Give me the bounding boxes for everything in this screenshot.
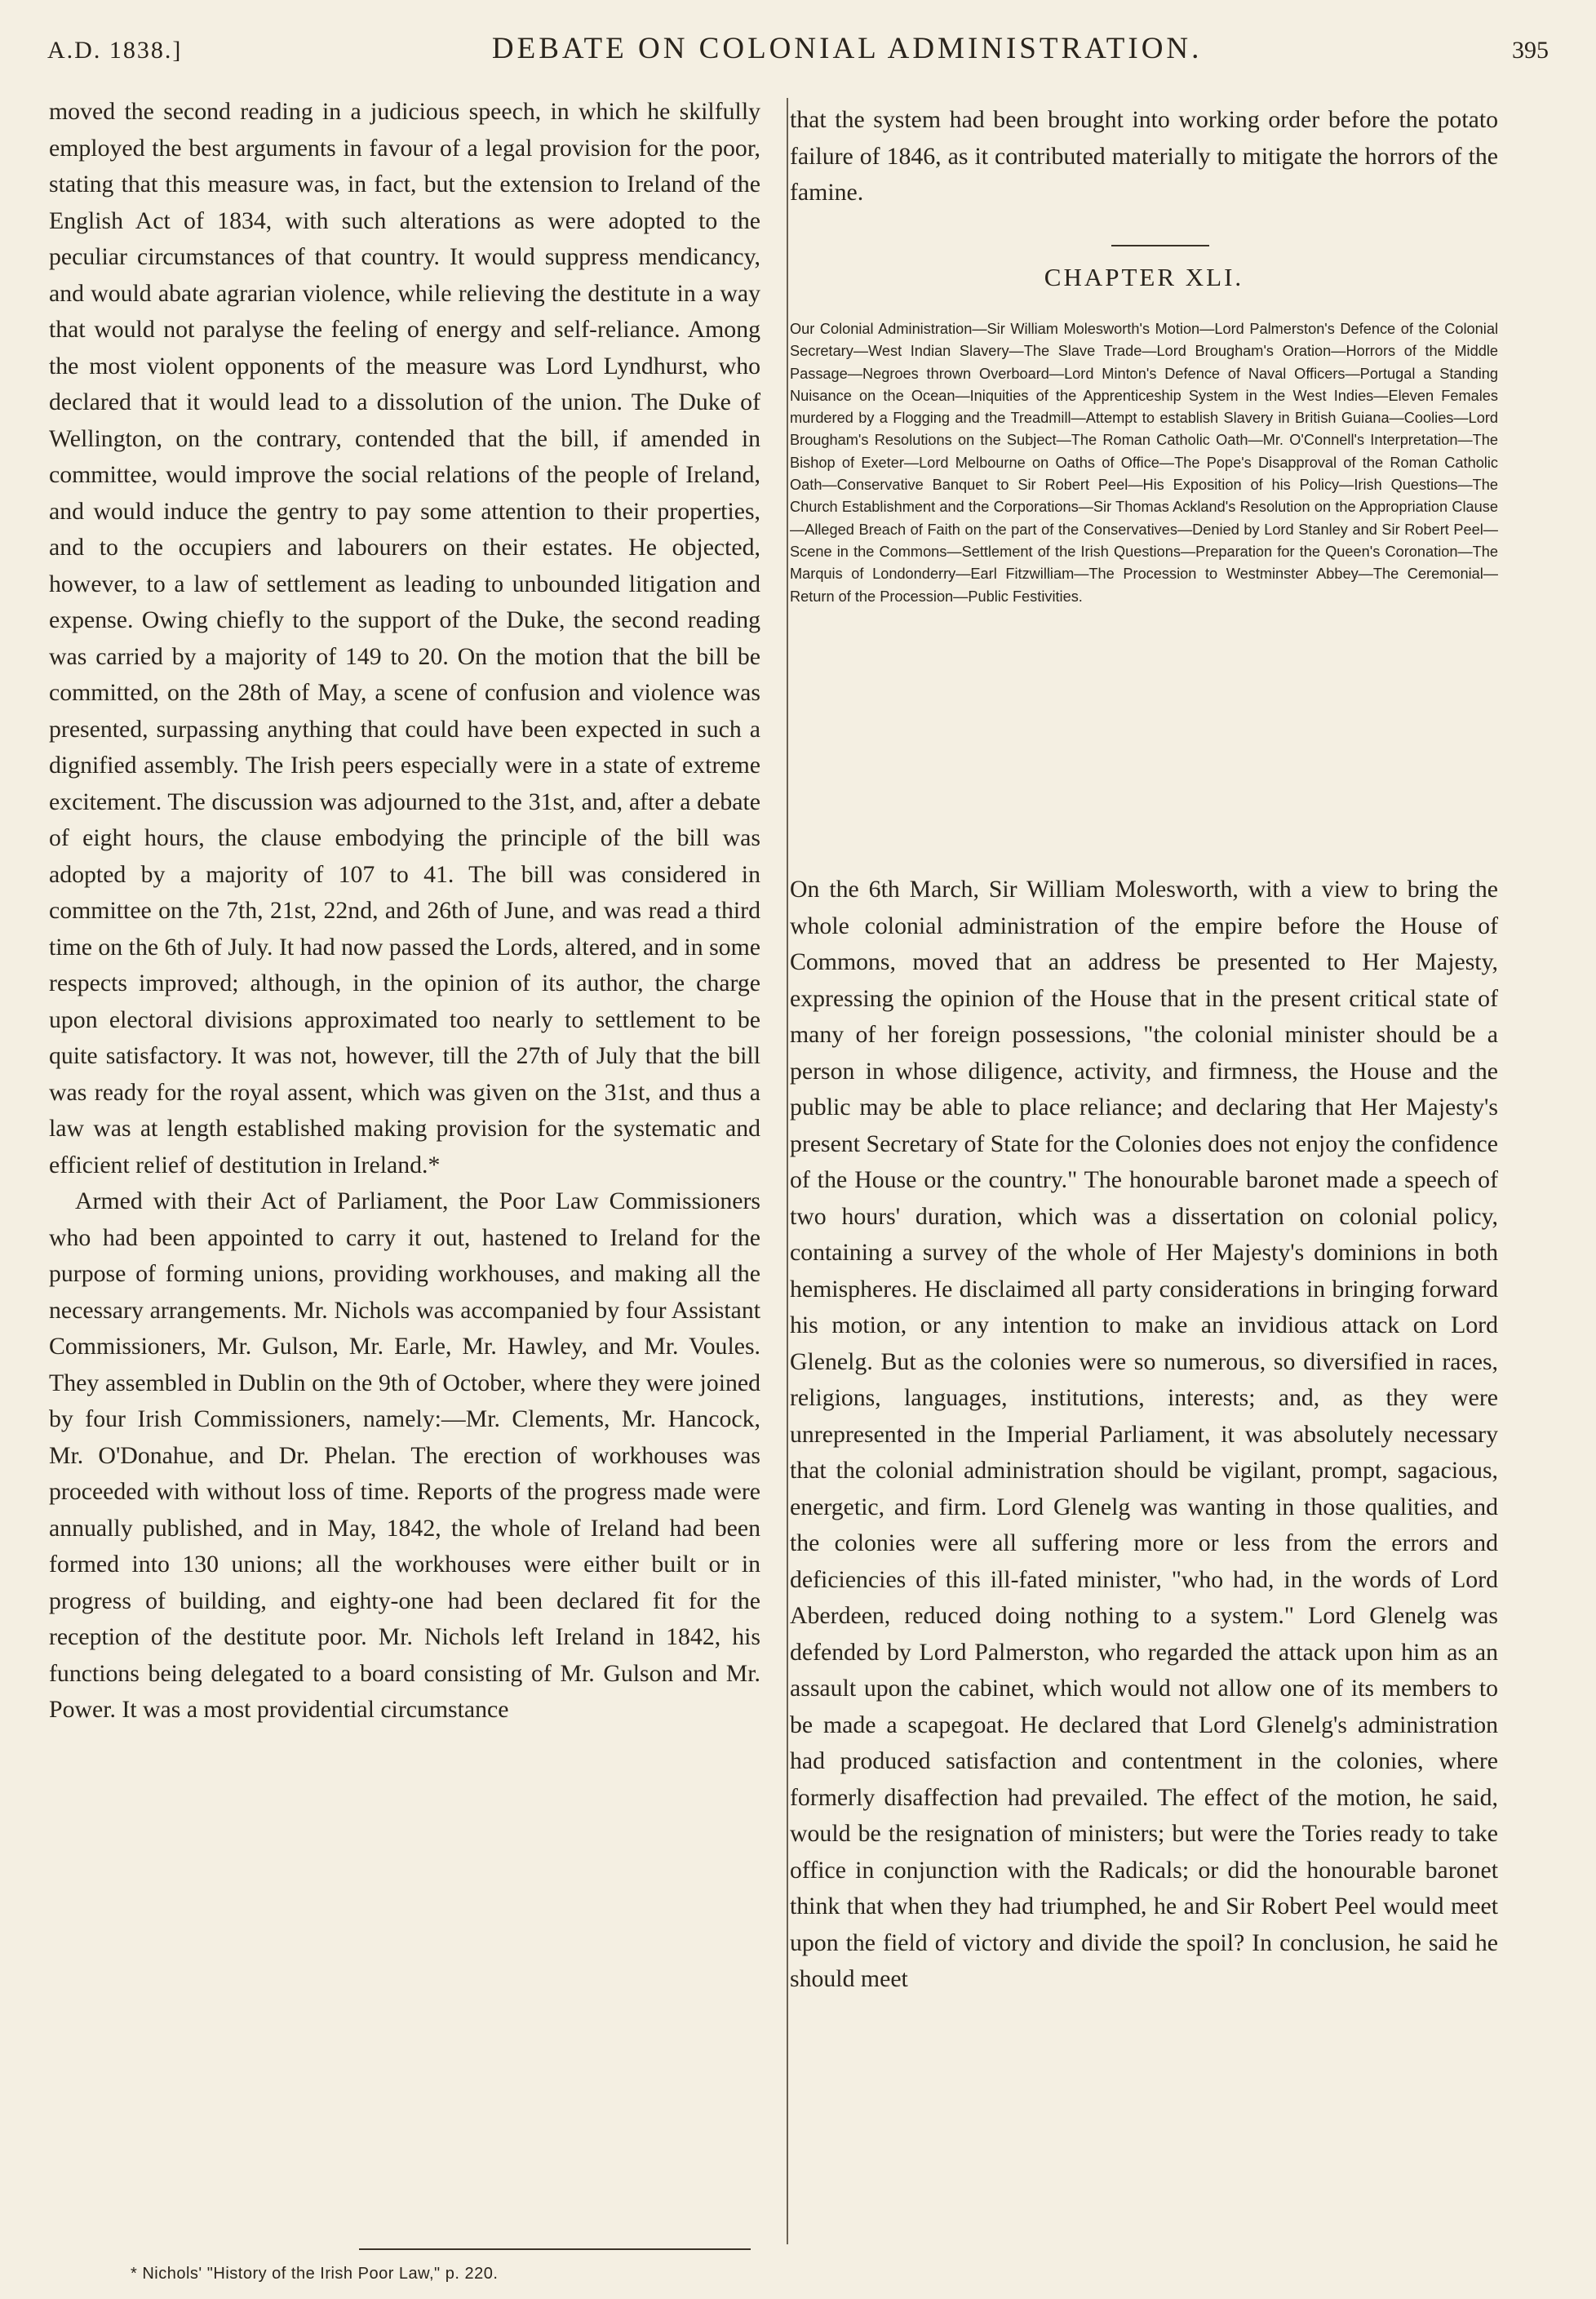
footnote: * Nichols' "History of the Irish Poor Law," p. 220. <box>131 2265 499 2283</box>
header-title: DEBATE ON COLONIAL ADMINISTRATION. <box>491 32 1203 65</box>
column-divider <box>787 98 788 2244</box>
chapter-heading: CHAPTER XLI. <box>1044 263 1244 291</box>
chapter-summary: Our Colonial Administration—Sir William Molesworth's Motion—Lord Palmerston's Defence of the Colonial Secretary—West Indian Slavery—The Slave Trade—Lord Brougham's Oration—Horrors of the Middle Passage—Negroes thrown Overboard—Lord Minton's Defence of Naval Officers—Portugal a Standing Nuisance on the Ocean—Iniquities of the Apprenticeship System in the West Indies—Eleven Females murdered by a Flogging and the Treadmill—Attempt to establish Slavery in British Guiana—Coolies—Lord Brougham's Resolutions on the Subject—The Roman Catholic Oath—Mr. O'Connell's Interpretation—The Bishop of Exeter—Lord Melbourne on Oaths of Office—The Pope's Disapproval of the Roman Catholic Oath—Conservative Banquet to Sir Robert Peel—His Exposition of his Policy—Irish Questions—The Church Establishment and the Corporations—Sir Thomas Ackland's Resolution on the Appropriation Clause—Alleged Breach of Faith on the part of the Conservatives—Denied by Lord Stanley and Sir Robert Peel—Scene in the Commons—Settlement of the Irish Questions—Preparation for the Queen's Coronation—The Marquis of Londonderry—Earl Fitzwilliam—The Procession to Westminster Abbey—The Ceremonial—Return of the Procession—Public Festivities. <box>790 321 1498 605</box>
left-paragraph-2: Armed with their Act of Parliament, the Poor Law Commissioners who had been appointed to carry it out, hastened to Ireland for the purpose of forming unions, providing workhouses, and making all the necessary arrangements. Mr. Nichols was accompanied by four Assistant Commissioners, Mr. Gulson, Mr. Earle, Mr. Hawley, and Mr. Voules. They assembled in Dublin on the 9th of October, where they were joined by four Irish Commissioners, namely:—Mr. Clements, Mr. Hancock, Mr. O'Donahue, and Dr. Phelan. The erection of workhouses was proceeded with without loss of time. Reports of the progress made were annually published, and in May, 1842, the whole of Ireland had been formed into 130 unions; all the workhouses were either built or in progress of building, and eighty-one had been declared fit for the reception of the destitute poor. Mr. Nichols left Ireland in 1842, his functions being delegated to a board consisting of Mr. Gulson and Mr. Power. It was a most providential circumstance <box>49 1187 760 1723</box>
left-column <box>49 94 760 1729</box>
continuation-paragraph: that the system had been brought into working order before the potato failure of 1846, as it contributed materially to mitigate the horrors of the famine. <box>790 106 1498 206</box>
header-date: A.D. 1838.] <box>47 37 183 64</box>
chapter-opening-paragraph: On the 6th March, Sir William Molesworth, with a view to bring the whole colonial administration of the empire before the House of Commons, moved that an address be presented to Her Majesty, expressing the opinion of the House that in the present critical state of many of her foreign possessions, "the colonial minister should be a person in whose diligence, activity, and firmness, the House and the public may be able to place reliance; and declaring that Her Majesty's present Secretary of State for the Colonies does not enjoy the confidence of the House or the country." The honourable baronet made a speech of two hours' duration, which was a dissertation on colonial policy, containing a survey of the whole of Her Majesty's dominions in both hemispheres. He disclaimed all party considerations in bringing forward his motion, or any intention to make an invidious attack on Lord Glenelg. But as the colonies were so numerous, so diversified in races, religions, languages, institutions, interests; and, as they were unrepresented in the Imperial Parliament, it was absolutely necessary that the colonial administration should be vigilant, prompt, sagacious, energetic, and firm. Lord Glenelg was wanting in those qualities, and the colonies were all suffering more or less from the errors and deficiencies of this ill-fated minister, "who had, in the words of Lord Aberdeen, reduced doing nothing to a system." Lord Glenelg was defended by Lord Palmerston, who regarded the attack upon him as an assault upon the cabinet, which would not allow one of its members to be made a scapegoat. He declared that Lord Glenelg's administration had produced satisfaction and contentment in the colonies, where formerly disaffection had prevailed. The effect of the motion, he said, would be the resignation of ministers; but were the Tories ready to take office in conjunction with the Radicals; or did the honourable baronet think that when they had triumphed, he and Sir Robert Peel would meet upon the field of victory and divide the spoil? In conclusion, he said he should meet <box>790 876 1498 1992</box>
left-paragraph-1: moved the second reading in a judicious speech, in which he skilfully employed the best arguments in favour of a legal provision for the poor, stating that this measure was, in fact, but the extension to Ireland of the English Act of 1834, with such alterations as were adopted to the peculiar circumstances of that country. It would suppress mendicancy, and would abate agrarian violence, while relieving the destitute in a way that would not paralyse the feeling of energy and self-reliance. Among the most violent opponents of the measure was Lord Lyndhurst, who declared that it would lead to a dissolution of the union. The Duke of Wellington, on the contrary, contended that the bill, if amended in committee, would improve the social relations of the people of Ireland, and would induce the gentry to pay some attention to their properties, and to the occupiers and labourers on their estates. He objected, however, to a law of settlement as leading to unbounded litigation and expense. Owing chiefly to the support of the Duke, the second reading was carried by a majority of 149 to 20. On the motion that the bill be committed, on the 28th of May, a scene of confusion and violence was presented, surpassing anything that could have been expected in such a dignified assembly. The Irish peers especially were in a state of extreme excitement. The discussion was adjourned to the 31st, and, after a debate of eight hours, the clause embodying the principle of the bill was adopted by a majority of 107 to 41. The bill was considered in committee on the 7th, 21st, 22nd, and 26th of June, and was read a third time on the 6th of July. It had now passed the Lords, altered, and in some respects improved; although, in the opinion of its author, the charge upon electoral divisions approximated too nearly to settlement to be quite satisfactory. It was not, however, till the 27th of July that the bill was ready for the royal assent, which was given on the 31st, and thus a law was at length established making provision for the systematic and efficient relief of destitution in Ireland.* <box>49 98 760 1178</box>
right-column-continuation <box>790 102 1498 211</box>
right-column-body <box>790 872 1498 1998</box>
footnote-rule <box>359 2248 751 2250</box>
section-rule <box>1111 245 1209 246</box>
page-number: 395 <box>1512 37 1549 64</box>
running-header <box>47 31 1549 80</box>
